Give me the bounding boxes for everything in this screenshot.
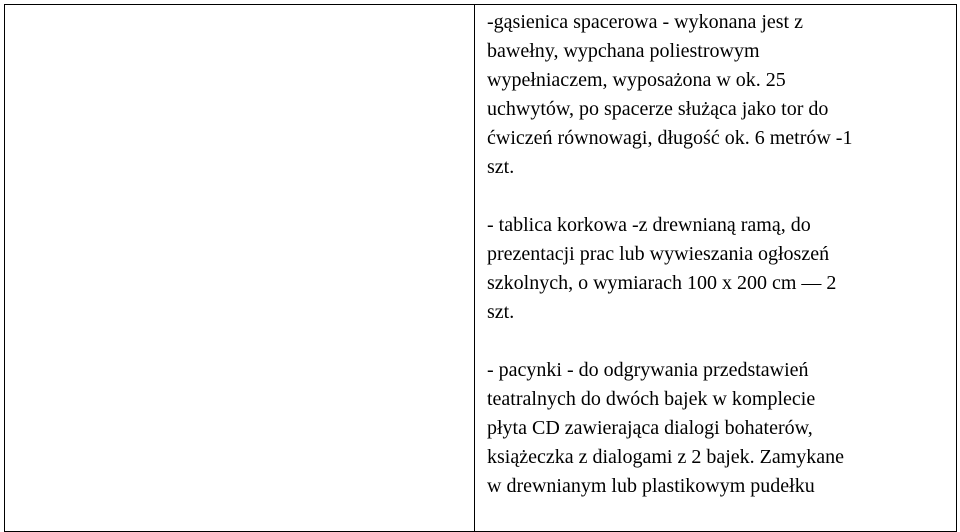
document-table	[4, 4, 957, 532]
paragraph-crawler-tunnel: -gąsienica spacerowa - wykonana jest z bawełny, wypchana poliestrowym wypełniaczem, wyposażona w ok. 25 uchwytów, po spacerze służąca jako tor do ćwiczeń równowagi, długość ok. 6 metrów -1 szt.	[487, 11, 853, 178]
description-cell	[475, 5, 957, 532]
paragraph-puppets: - pacynki - do odgrywania przedstawień teatralnych do dwóch bajek w komplecie płyta CD zawierająca dialogi bohaterów, książeczka z dialogami z 2 bajek. Zamykane w drewnianym lub plastikowym pudełku	[487, 359, 845, 497]
empty-left-cell	[5, 5, 475, 532]
description-content	[475, 5, 956, 501]
table-row	[5, 5, 957, 532]
paragraph-cork-board: - tablica korkowa -z drewnianą ramą, do prezentacji prac lub wywieszania ogłoszeń szkolnych, o wymiarach 100 x 200 cm — 2 szt.	[487, 214, 837, 323]
